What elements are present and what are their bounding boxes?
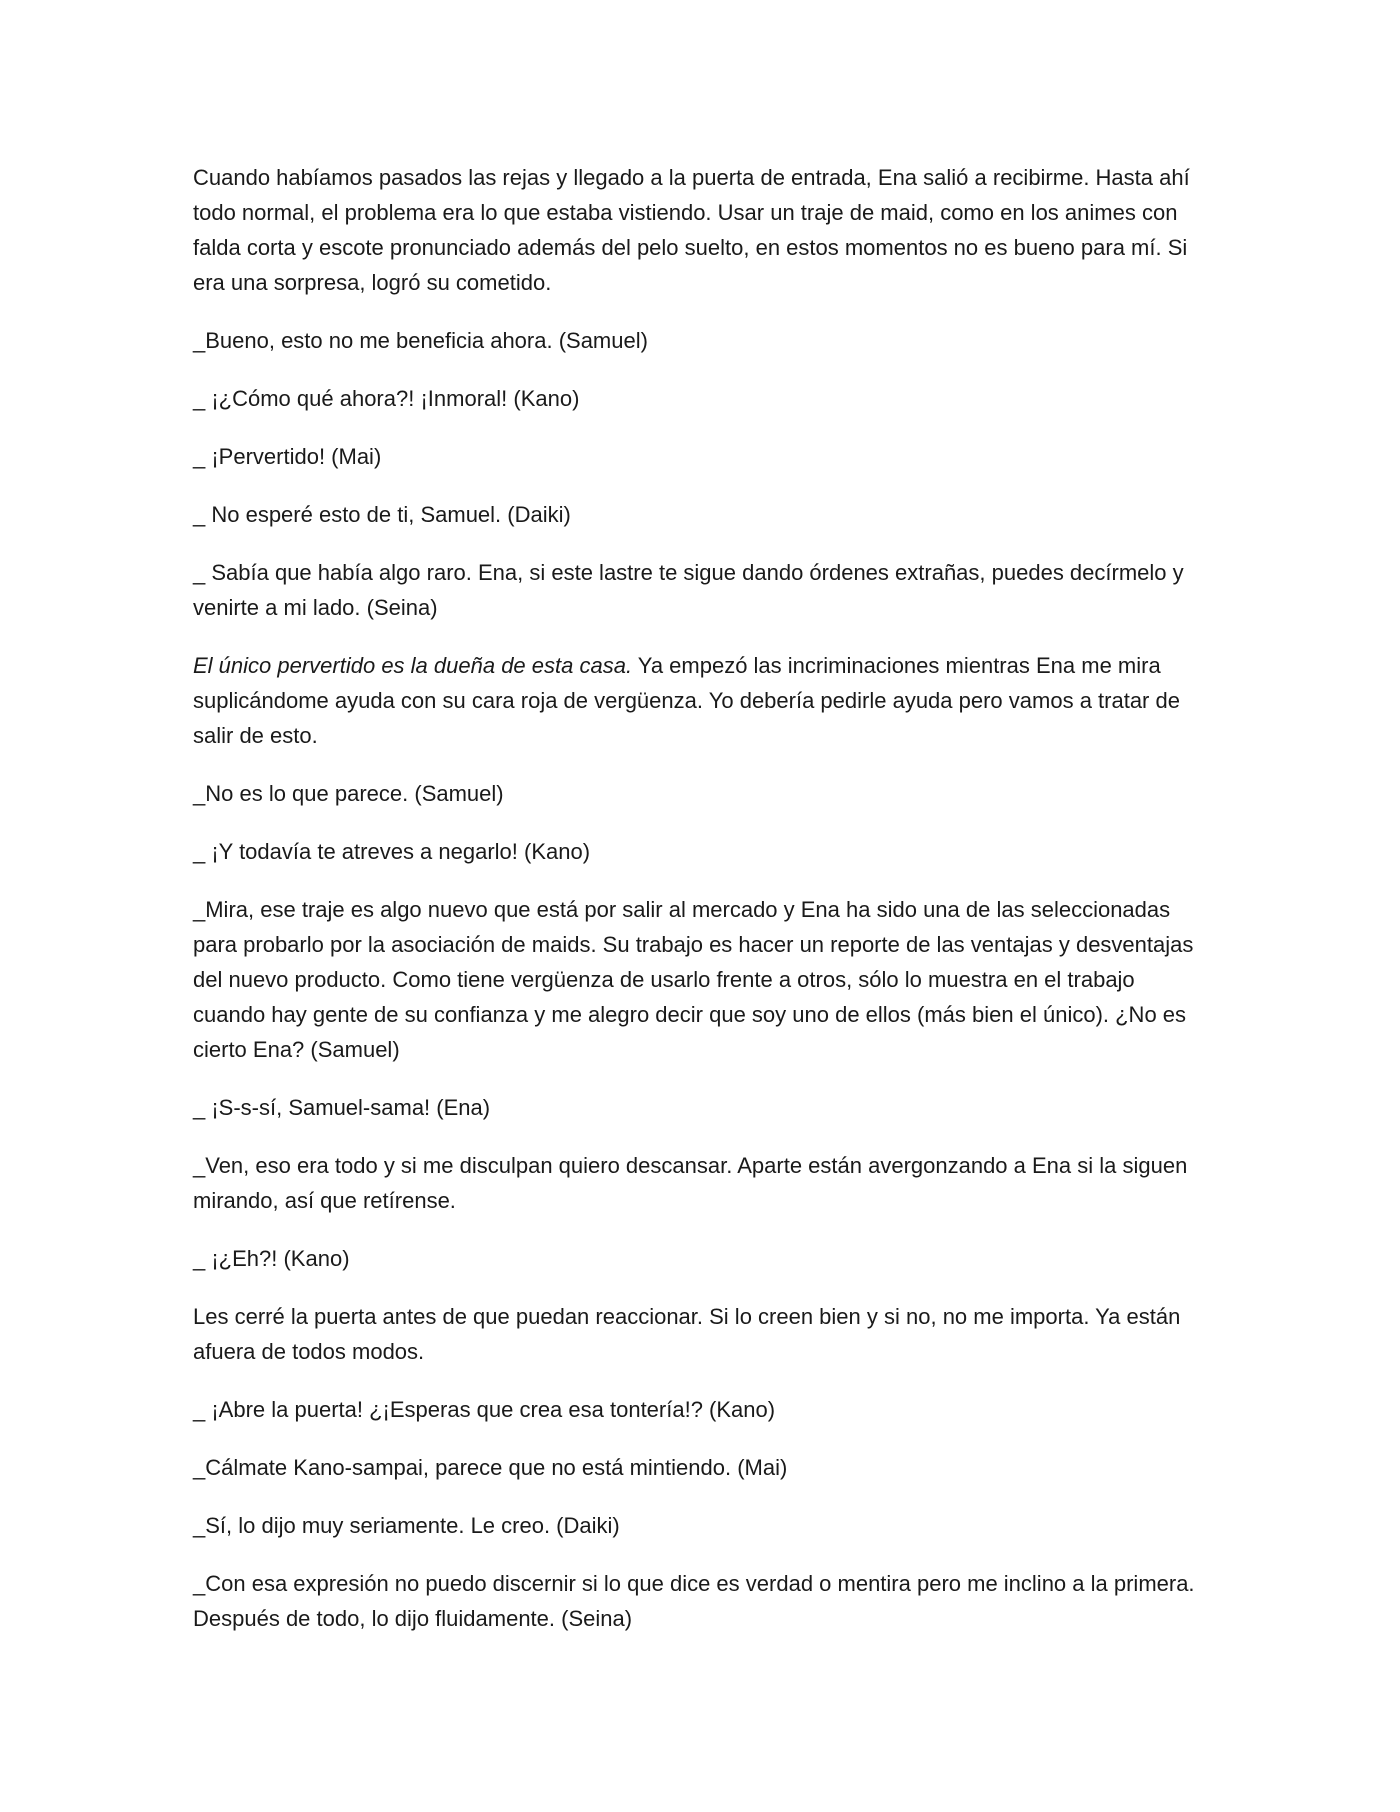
- italic-thought: El único pervertido es la dueña de esta casa.: [193, 653, 633, 678]
- dialogue-line-seina-2: _Con esa expresión no puedo discernir si lo que dice es verdad o mentira pero me inclino a la primera. Después de todo, lo dijo fluidamente. (Seina): [193, 1571, 1195, 1631]
- dialogue-line-daiki-1: _ No esperé esto de ti, Samuel. (Daiki): [193, 502, 571, 527]
- dialogue-line-samuel-2: _No es lo que parece. (Samuel): [193, 781, 504, 806]
- dialogue-line-kano-1: _ ¡¿Cómo qué ahora?! ¡Inmoral! (Kano): [193, 386, 580, 411]
- dialogue-line-ena-1: _ ¡S-s-sí, Samuel-sama! (Ena): [193, 1095, 491, 1120]
- dialogue-line-kano-4: _ ¡Abre la puerta! ¿¡Esperas que crea esa tontería!? (Kano): [193, 1397, 776, 1422]
- dialogue-line-samuel-4: _Ven, eso era todo y si me disculpan quiero descansar. Aparte están avergonzando a Ena si la siguen mirando, así que retírense.: [193, 1153, 1188, 1213]
- dialogue-line-seina-1: _ Sabía que había algo raro. Ena, si este lastre te sigue dando órdenes extrañas, puedes decírmelo y venirte a mi lado. (Seina): [193, 560, 1184, 620]
- paragraph-narration-2: El único pervertido es la dueña de esta casa. Ya empezó las incriminaciones mientras Ena me mira suplicándome ayuda con su cara roja de vergüenza. Yo debería pedirle ayuda pero vamos a tratar de salir de esto.: [193, 653, 1180, 748]
- dialogue-line-kano-3: _ ¡¿Eh?! (Kano): [193, 1246, 350, 1271]
- paragraph-1: Cuando habíamos pasados las rejas y llegado a la puerta de entrada, Ena salió a recibirme. Hasta ahí todo normal, el problema era lo que estaba vistiendo. Usar un traje de maid, como en los animes con falda corta y escote pronunciado además del pelo suelto, en estos momentos no es bueno para mí. Si era una sorpresa, logró su cometido.: [193, 165, 1190, 295]
- dialogue-line-kano-2: _ ¡Y todavía te atreves a negarlo! (Kano): [193, 839, 591, 864]
- dialogue-line-daiki-2: _Sí, lo dijo muy seriamente. Le creo. (Daiki): [193, 1513, 620, 1538]
- dialogue-line-mai-1: _ ¡Pervertido! (Mai): [193, 444, 382, 469]
- dialogue-line-samuel-1: _Bueno, esto no me beneficia ahora. (Samuel): [193, 328, 648, 353]
- dialogue-line-mai-2: _Cálmate Kano-sampai, parece que no está mintiendo. (Mai): [193, 1455, 788, 1480]
- dialogue-line-samuel-3: _Mira, ese traje es algo nuevo que está por salir al mercado y Ena ha sido una de las seleccionadas para probarlo por la asociación de maids. Su trabajo es hacer un reporte de las ventajas y desventajas del nuevo producto. Como tiene vergüenza de usarlo frente a otros, sólo lo muestra en el trabajo cuando hay gente de su confianza y me alegro decir que soy uno de ellos (más bien el único). ¿No es cierto Ena? (Samuel): [193, 897, 1194, 1062]
- paragraph-narration-3: Les cerré la puerta antes de que puedan reaccionar. Si lo creen bien y si no, no me importa. Ya están afuera de todos modos.: [193, 1304, 1181, 1364]
- document-page: [193, 160, 1203, 1659]
